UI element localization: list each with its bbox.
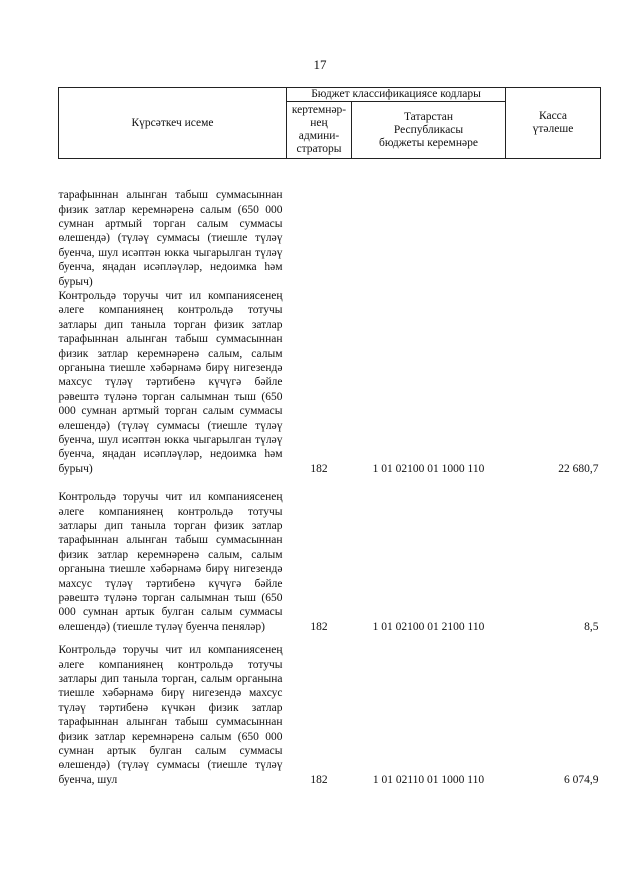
indicator-cell: Контрольдә торучы чит ил компаниясенең әлеге компаниянең контрольдә тотучы затлары дип таныла торган физик затлар тарафыннан алынган табыш суммасыннан физик затлар керемнәренә салым, салым органына тиешле хәбәрнамә бирү нигезендә махсус түләү тәртибенә күчүгә бәйле рәвештә түләнә торган салымнан тыш (650 000 сумнан артык булган салым суммасы өлешендә) (тиешле түләү буенча пеняләр) — [58, 491, 283, 633]
indicator-cell: Контрольдә торучы чит ил компаниясенең әлеге компаниянең контрольдә тотучы затлары дип таныла торган, салым органына тиешле хәбәрнамә бирү нигезендә махсус түләү тәртибенә күчкән физик затлар тарафыннан алынган табыш суммасыннан физик затлар керемнәренә салым (650 000 сумнан артык булган салым суммасы өлешендә) (түләү суммасы (тиешле түләү буенча, шул — [58, 644, 283, 786]
table-row — [59, 476, 601, 634]
admin-cell: 182 — [310, 462, 328, 475]
tatarstan-budget-header — [352, 102, 506, 159]
admin-header — [287, 102, 352, 159]
table-row — [59, 634, 601, 787]
amount-cell: 22 680,7 — [558, 462, 599, 475]
code-cell: 1 01 02100 01 2100 110 — [372, 620, 485, 633]
cash-header-text: Касса үтәлеше — [532, 110, 574, 135]
admin-cell — [287, 159, 352, 290]
admin-cell: 182 — [310, 620, 328, 633]
table-row — [59, 289, 601, 476]
table-row — [59, 159, 601, 290]
amount-cell: 6 074,9 — [564, 773, 599, 786]
indicator-header: Күрсәткеч исеме — [59, 88, 287, 159]
admin-cell: 182 — [310, 773, 328, 786]
budget-codes-header: Бюджет классификациясе кодлары — [287, 88, 506, 102]
page-number: 17 — [313, 57, 327, 72]
admin-header-text: кертемнәр- нең админи- страторы — [291, 104, 347, 155]
indicator-cell: тарафыннан алынган табыш суммасыннан физик затлар керемнәренә салым (650 000 сумнан артмый торган салым суммасы өлешендә) (түләү суммасы (тиешле түләү буенча, шул исәптән юкка чыгарылган түләү буенча, яңадан исәпләүләр, недоимка һәм бурыч) — [58, 189, 283, 288]
amount-cell — [506, 159, 601, 290]
amount-cell: 8,5 — [584, 620, 599, 633]
tatarstan-budget-header-text: Татарстан Республикасы бюджеты керемнәре — [379, 110, 478, 149]
indicator-cell: Контрольдә торучы чит ил компаниясенең әлеге компаниянең контрольдә тотучы затлары дип таныла торган физик затлар тарафыннан алынган табыш суммасыннан физик затлар керемнәренә салым, салым органына тиешле хәбәрнамә бирү нигезендә махсус түләү тәртибенә күчүгә бәйле рәвештә түләнә торган салымнан тыш (650 000 сумнан артмый торган салым суммасы өлешендә) (түләү суммасы (тиешле түләү буенча, шул исәптән юкка чыгарылган түләү буенча, яңадан исәпләүләр, недоимка һәм бурыч) — [58, 290, 283, 475]
budget-table — [58, 87, 601, 787]
code-cell — [352, 159, 506, 290]
cash-header — [506, 88, 601, 159]
code-cell: 1 01 02100 01 1000 110 — [372, 462, 485, 475]
code-cell: 1 01 02110 01 1000 110 — [372, 773, 485, 786]
